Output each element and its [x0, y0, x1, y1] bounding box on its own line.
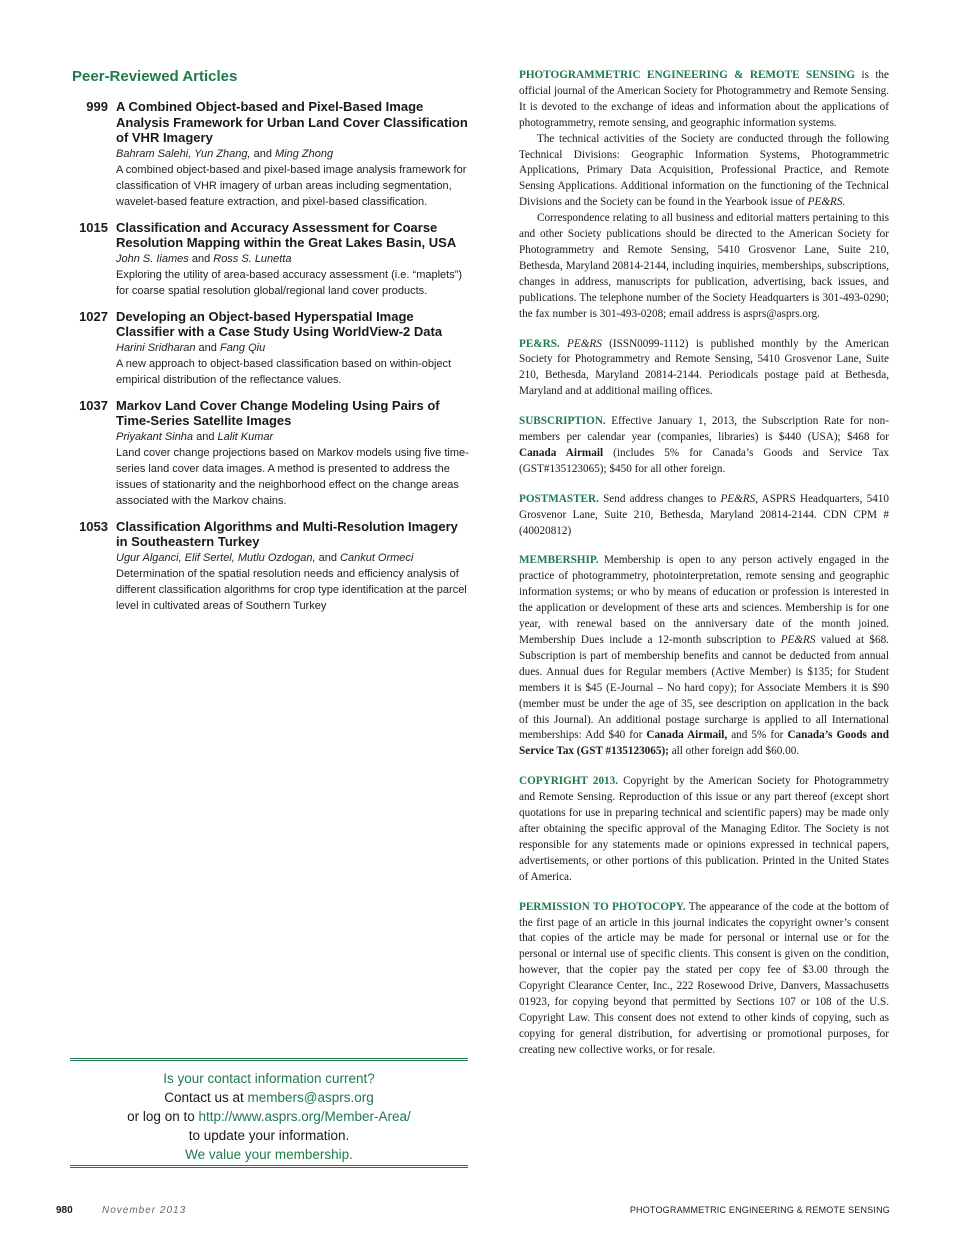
- article-authors: Priyakant Sinha and Lalit Kumar: [116, 430, 274, 443]
- postmaster-paragraph: POSTMASTER. Send address changes to PE&RS, ASPRS Headquarters, 5410 Grosvenor Lane, Suite 210, Bethesda, Maryland 20814-2144. CDN CPM #(40020812): [519, 492, 889, 537]
- intro-paragraph: PHOTOGRAMMETRIC ENGINEERING & REMOTE SENSING is the official journal of the American Society for Photogrammetry and Remote Sensing. It is devoted to the exchange of ideas and information about the applications of photogrammetry, remote sensing, and geographic information systems.: [519, 69, 889, 129]
- intro-heading: PHOTOGRAMMETRIC ENGINEERING & REMOTE SENSING: [519, 69, 856, 81]
- contact-tagline: We value your membership.: [185, 1147, 353, 1162]
- article-title: Developing an Object-based Hyperspatial Image Classifier with a Case Study Using WorldView-2 Data: [116, 308, 443, 339]
- article-authors: Harini Sridharan and Fang Qiu: [116, 341, 266, 354]
- peer-reviewed-articles: [72, 68, 472, 624]
- postmaster-heading: POSTMASTER.: [519, 492, 599, 505]
- contact-email-line: Contact us at members@asprs.org: [164, 1090, 374, 1105]
- copyright-heading: COPYRIGHT 2013.: [519, 775, 619, 788]
- article-page-number: 1053: [79, 518, 108, 534]
- subscription-heading: SUBSCRIPTION.: [519, 415, 606, 428]
- correspondence-paragraph: Correspondence relating to all business and editorial matters pertaining to this and other Society publications should be directed to the American Society for Photogrammetry and Remote Sensing, 5410 Grosvenor Lane, Suite 210, Bethesda, Maryland 20814-2144, including inquiries, memberships, subscriptions, changes in address, manuscripts for publication, advertising, back issues, and publications. The telephone number of the Society Headquarters is 301-493-0290; the fax number is 301-493-0208; email address is asprs@asprs.org.: [519, 212, 889, 320]
- article-title: Classification Algorithms and Multi-Resolution Imagery in Southeastern Turkey: [116, 518, 458, 549]
- article-abstract: A new approach to object-based classification based on within-object empirical distribution of the reflectance values.: [116, 357, 452, 386]
- member-area-link[interactable]: http://www.asprs.org/Member-Area/: [198, 1109, 411, 1124]
- article-authors: Bahram Salehi, Yun Zhang, and Ming Zhong: [116, 147, 334, 160]
- article-abstract: Exploring the utility of area-based accuracy assessment (i.e. “maplets”) for coarse spatial resolution global/regional land cover products.: [116, 268, 463, 297]
- article-authors: Ugur Alganci, Elif Sertel, Mutlu Ozdogan, and Cankut Ormeci: [116, 551, 414, 564]
- article-entry[interactable]: [72, 309, 472, 388]
- footer-page-number: 980: [56, 1205, 73, 1216]
- email-link[interactable]: members@asprs.org: [247, 1090, 374, 1105]
- pers-paragraph: PE&RS. PE&RS (ISSN0099-1112) is published monthly by the American Society for Photogrammetry and Remote Sensing, 5410 Grosvenor Lane, Suite 210, Bethesda, Maryland 20814-2144. Periodicals postage paid at Bethesda, Maryland and at additional mailing offices.: [519, 337, 890, 398]
- article-authors: John S. Iiames and Ross S. Lunetta: [116, 252, 292, 265]
- article-title: A Combined Object-based and Pixel-Based Image Analysis Framework for Urban Land Cover Classification of VHR Imagery: [116, 99, 468, 145]
- article-abstract: Land cover change projections based on Markov models using five time-series land cover data images. A method is presented to address the issues of stationarity and the neighborhood effect on the change areas associated with the Markov chains.: [116, 446, 469, 507]
- article-page-number: 1027: [79, 308, 108, 324]
- membership-paragraph: MEMBERSHIP. Membership is open to any person actively engaged in the practice of photogrammetry, photointerpretation, remote sensing and geographic information systems; or who by means of education or profession is interested in the application or development of these arts and sciences. Membership is for one year, with renewal based on the anniversary date of the month joined. Membership Dues include a 12-month subscription to PE&RS valued at $68. Subscription is part of membership benefits and cannot be deducted from annual dues. Annual dues for Regular members (Active Member) is $135; for Student members it is $45 (E-Journal – No hard copy); for Associate Members it is $90 (member must be under the age of 35, see description on application in the back of this Journal). An additional postage surcharge is applied to all International memberships: Add $40 for Canada Airmail, and 5% for Canada’s Goods and Service Tax (GST #135123065); all other foreign add $60.00.: [519, 554, 889, 758]
- article-page-number: 999: [86, 99, 108, 114]
- permission-heading: PERMISSION TO PHOTOCOPY.: [519, 900, 686, 913]
- article-entry[interactable]: [72, 99, 472, 210]
- contact-update-line: to update your information.: [188, 1128, 350, 1143]
- contact-question: Is your contact information current?: [163, 1071, 375, 1086]
- article-abstract: Determination of the spatial resolution needs and efficiency analysis of different classification algorithms for crop type identification at the parcel level in cultivated areas of Southern Turkey: [116, 567, 467, 612]
- article-title: Classification and Accuracy Assessment for Coarse Resolution Mapping within the Great Lakes Basin, USA: [116, 219, 457, 250]
- article-page-number: 1037: [79, 397, 108, 413]
- contact-url-line: or log on to http://www.asprs.org/Member-Area/: [127, 1109, 411, 1124]
- contact-info-box: [70, 1058, 468, 1168]
- technical-divisions-paragraph: The technical activities of the Society are conducted through the following Technical Divisions: Geographic Information Systems, Photogrammetric Applications, Primary Data Acquisition, Professional Practice, and Remote Sensing Applications. Additional information on the functioning of the Technical Divisions and the Society can be found in the Yearbook issue of PE&RS.: [519, 132, 889, 209]
- permission-paragraph: PERMISSION TO PHOTOCOPY. The appearance of the code at the bottom of the first page of an article in this journal indicates the copyright owner’s consent that copies of the article may be made for personal or internal use or for the personal or internal use of specific clients. This consent is given on the condition, however, that the copier pay the stated per copy fee of $3.00 through the Copyright Clearance Center, Inc., 222 Rosewood Drive, Danvers, Massachusetts 01923, for copying beyond that permitted by Sections 107 or 108 of the U.S. Copyright Law. This consent does not extend to other kinds of copying, such as copying for general distribution, for advertising or promotional purposes, for creating new collective works, or for resale.: [519, 900, 889, 1056]
- subscription-paragraph: SUBSCRIPTION. Effective January 1, 2013, the Subscription Rate for non-members per calendar year (companies, libraries) is $440 (USA); $468 for Canada Airmail (includes 5% for Canada’s Goods and Service Tax (GST#135123065); $450 for all other foreign.: [519, 415, 889, 475]
- footer-date: November 2013: [102, 1205, 187, 1216]
- article-entry[interactable]: [72, 519, 472, 614]
- article-entry[interactable]: [72, 220, 472, 299]
- article-abstract: A combined object-based and pixel-based image analysis framework for classification of VHR imagery of urban areas including segmentation, wavelet-based feature extraction, and pixel-based classification.: [116, 163, 467, 208]
- article-page-number: 1015: [79, 219, 108, 235]
- membership-heading: MEMBERSHIP.: [519, 554, 599, 567]
- article-entry[interactable]: [72, 398, 472, 509]
- journal-info-column: [519, 68, 889, 1059]
- article-title: Markov Land Cover Change Modeling Using Pairs of Time-Series Satellite Images: [116, 397, 440, 428]
- pers-heading: PE&RS.: [519, 337, 560, 350]
- copyright-paragraph: COPYRIGHT 2013. Copyright by the American Society for Photogrammetry and Remote Sensing. Reproduction of this issue or any part thereof (except short quotations for use in preparing technical and scientific papers) may be made only after obtaining the specific approval of the Managing Editor. The Society is not responsible for any statements made or opinions expressed in technical papers, advertisements, or other portions of this publication. Printed in the United States of America.: [519, 775, 889, 883]
- section-title: Peer-Reviewed Articles: [72, 68, 238, 85]
- footer-journal-name: PHOTOGRAMMETRIC ENGINEERING & REMOTE SENSING: [629, 1205, 890, 1215]
- page-footer: [0, 1205, 960, 1221]
